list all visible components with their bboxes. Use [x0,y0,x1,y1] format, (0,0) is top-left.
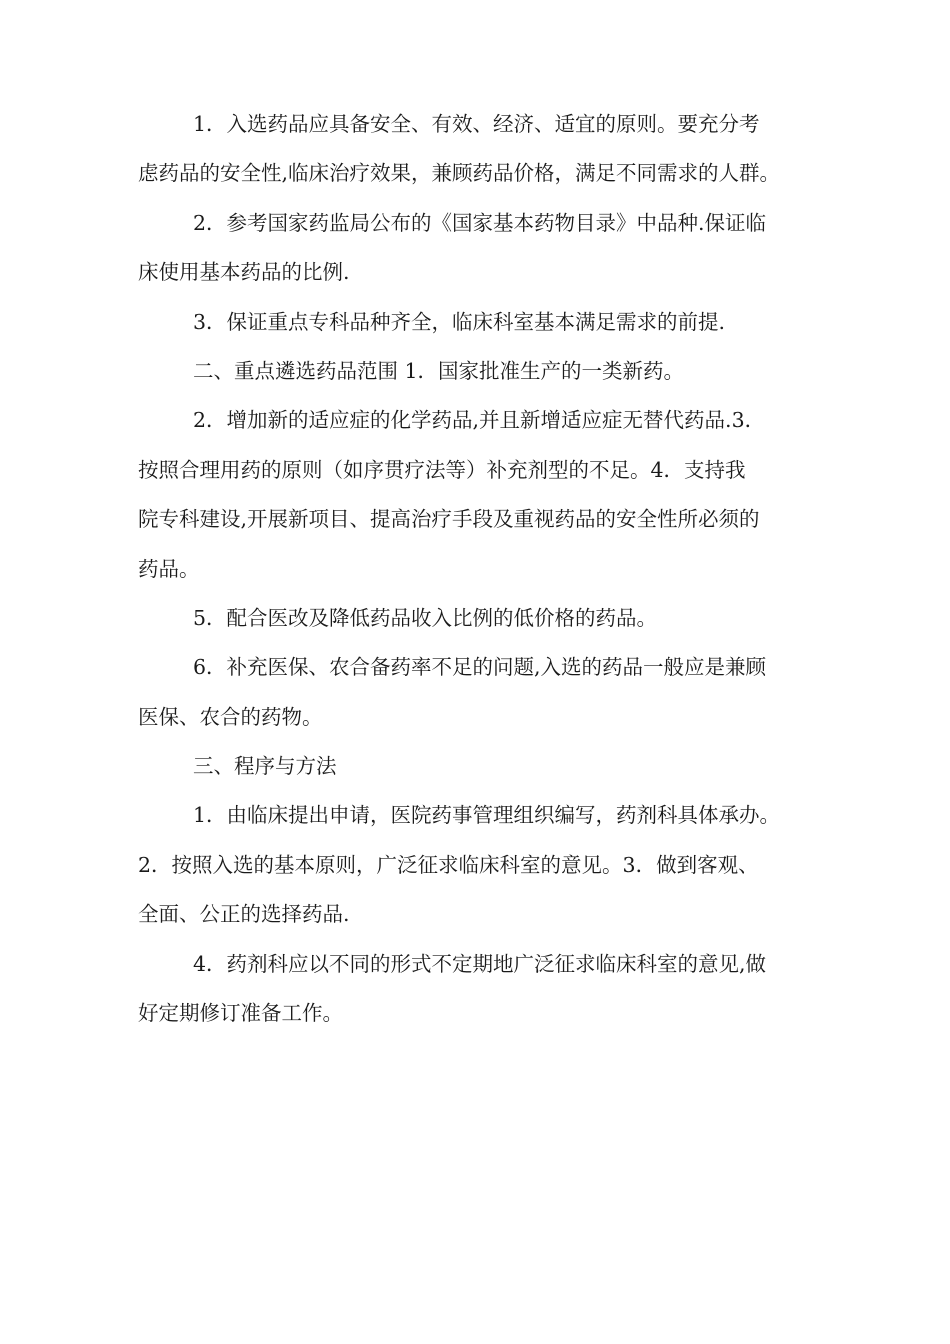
document-body [138,100,828,1038]
paragraph-line: 6．补充医保、农合备药率不足的问题,入选的药品一般应是兼顾 [193,655,767,680]
paragraph-line: 医保、农合的药物。 [138,704,323,729]
paragraph-line: 1．由临床提出申请，医院药事管理组织编写，药剂科具体承办。 [193,803,781,828]
paragraph-line: 5．配合医改及降低药品收入比例的低价格的药品。 [193,605,658,630]
section-heading-line: 三、程序与方法 [193,754,337,779]
paragraph-line: 2．参考国家药监局公布的《国家基本药物目录》中品种.保证临 [193,210,767,235]
paragraph-line: 全面、公正的选择药品. [138,902,350,927]
section-heading-line: 二、重点遴选药品范围 1．国家批准生产的一类新药。 [193,358,685,383]
paragraph-line: 按照合理用药的原则（如序贯疗法等）补充剂型的不足。4．支持我 [138,457,746,482]
paragraph-line: 3．保证重点专科品种齐全，临床科室基本满足需求的前提. [193,309,726,334]
paragraph-line: 好定期修订准备工作。 [138,1001,343,1026]
paragraph-line: 床使用基本药品的比例. [138,260,350,285]
paragraph-line: 虑药品的安全性,临床治疗效果，兼顾药品价格，满足不同需求的人群。 [138,161,781,186]
paragraph-line: 2．按照入选的基本原则，广泛征求临床科室的意见。3．做到客观、 [138,852,759,877]
paragraph-line: 药品。 [138,556,200,581]
paragraph-line: 院专科建设,开展新项目、提高治疗手段及重视药品的安全性所必须的 [138,507,760,532]
paragraph-line: 1．入选药品应具备安全、有效、经济、适宜的原则。要充分考 [193,112,760,136]
paragraph-line: 2．增加新的适应症的化学药品,并且新增适应症无替代药品.3． [193,408,766,433]
paragraph-line: 4．药剂科应以不同的形式不定期地广泛征求临床科室的意见,做 [193,951,767,976]
